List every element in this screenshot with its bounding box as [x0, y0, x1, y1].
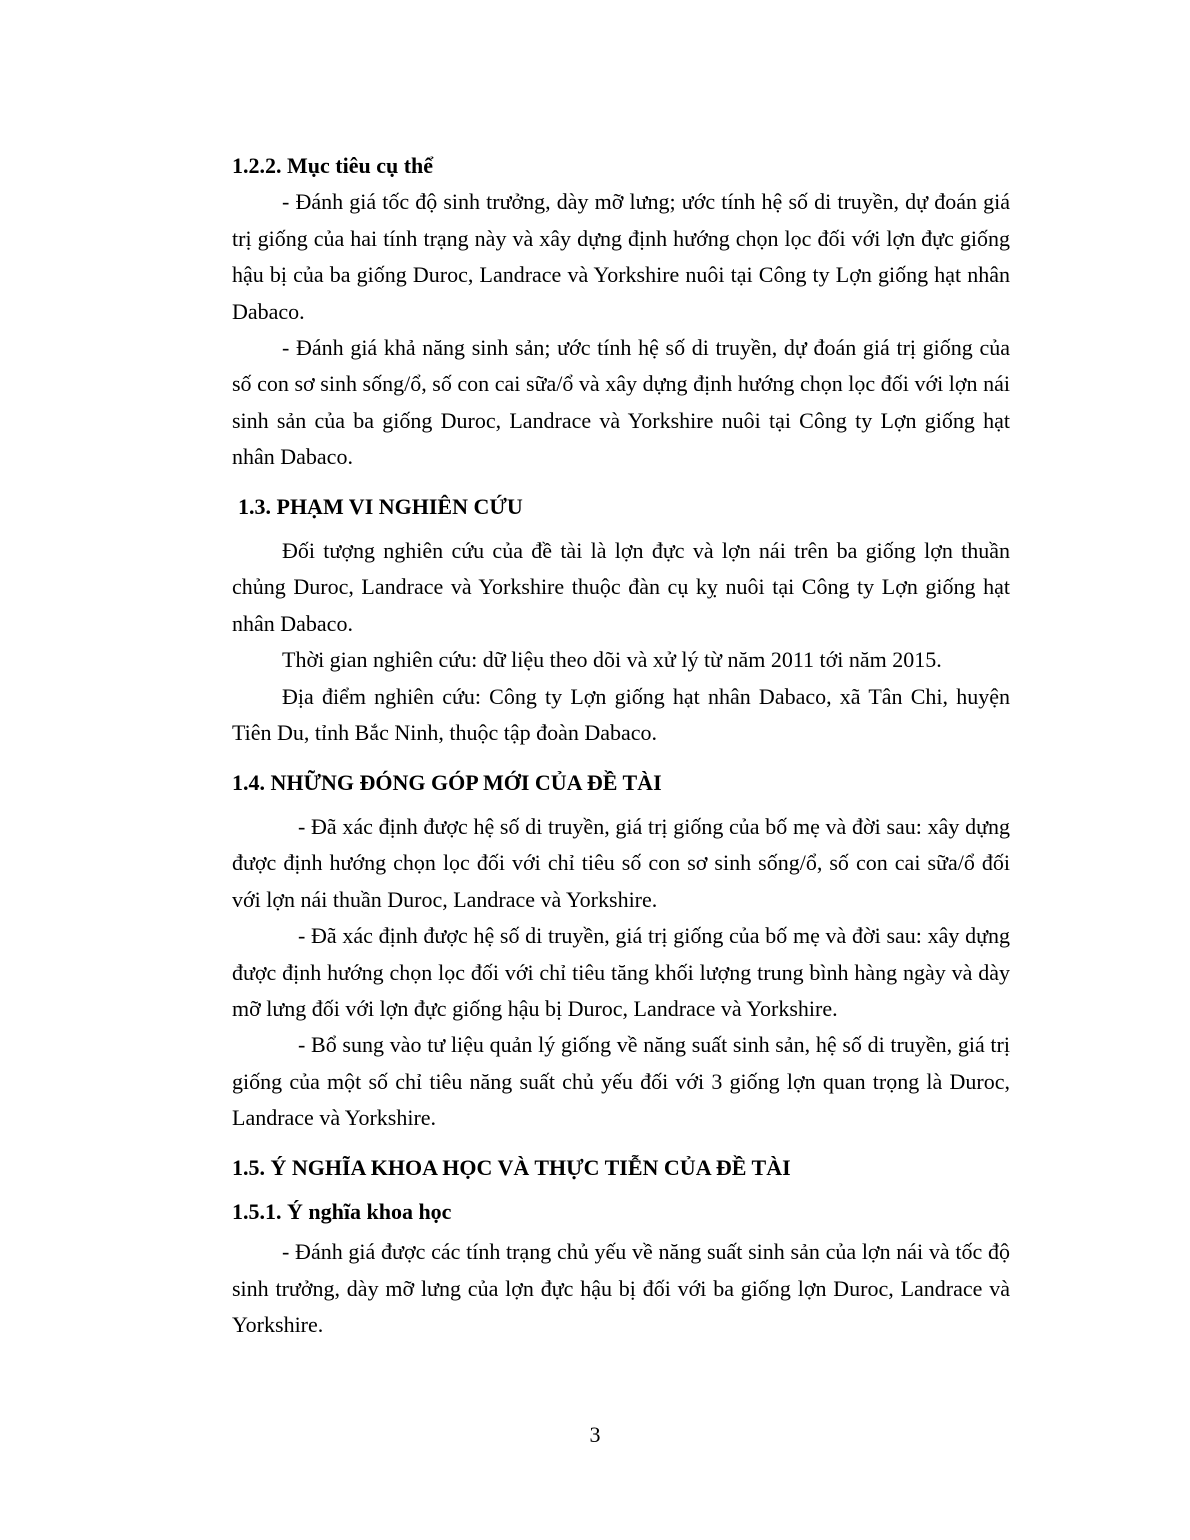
paragraph: - Bổ sung vào tư liệu quản lý giống về năng suất sinh sản, hệ số di truyền, giá trị giống của một số chỉ tiêu năng suất chủ yếu đối với 3 giống lợn quan trọng là Duroc, Landrace và Yorkshire. [232, 1032, 1010, 1131]
paragraph: - Đánh giá khả năng sinh sản; ước tính hệ số di truyền, dự đoán giá trị giống của số con sơ sinh sống/ổ, số con cai sữa/ổ và xây dựng định hướng chọn lọc đối với lợn nái sinh sản của ba giống Duroc, Landrace và Yorkshire nuôi tại Công ty Lợn giống hạt nhân Dabaco. [232, 335, 1010, 470]
paragraph: Đối tượng nghiên cứu của đề tài là lợn đực và lợn nái trên ba giống lợn thuần chủng Duroc, Landrace và Yorkshire thuộc đàn cụ kỵ nuôi tại Công ty Lợn giống hạt nhân Dabaco. [232, 538, 1010, 636]
paragraph: Thời gian nghiên cứu: dữ liệu theo dõi và xử lý từ năm 2011 tới năm 2015. [282, 647, 942, 673]
page-number: 3 [589, 1422, 601, 1447]
paragraph: - Đánh giá được các tính trạng chủ yếu về năng suất sinh sản của lợn nái và tốc độ sinh trưởng, dày mỡ lưng của lợn đực hậu bị đối với ba giống lợn Duroc, Landrace và Yorkshire. [232, 1239, 1010, 1338]
section-heading-1-5: 1.5. Ý NGHĨA KHOA HỌC VÀ THỰC TIỄN CỦA ĐỀ TÀI [232, 1154, 791, 1180]
section-heading-1-5-1: 1.5.1. Ý nghĩa khoa học [232, 1198, 452, 1224]
paragraph: Địa điểm nghiên cứu: Công ty Lợn giống hạt nhân Dabaco, xã Tân Chi, huyện Tiên Du, tỉnh Bắc Ninh, thuộc tập đoàn Dabaco. [232, 683, 1010, 746]
section-heading-1-4: 1.4. NHỮNG ĐÓNG GÓP MỚI CỦA ĐỀ TÀI [232, 769, 662, 795]
document-page [232, 148, 1010, 1344]
paragraph: - Đánh giá tốc độ sinh trưởng, dày mỡ lưng; ước tính hệ số di truyền, dự đoán giá trị giống của hai tính trạng này và xây dựng định hướng chọn lọc đối với lợn đực giống hậu bị của ba giống Duroc, Landrace và Yorkshire nuôi tại Công ty Lợn giống hạt nhân Dabaco. [232, 189, 1010, 324]
paragraph: - Đã xác định được hệ số di truyền, giá trị giống của bố mẹ và đời sau: xây dựng được định hướng chọn lọc đối với chỉ tiêu số con sơ sinh sống/ổ, số con cai sữa/ổ đối với lợn nái thuần Duroc, Landrace và Yorkshire. [232, 813, 1010, 912]
section-heading-1-2-2: 1.2.2. Mục tiêu cụ thể [232, 153, 434, 178]
paragraph: - Đã xác định được hệ số di truyền, giá trị giống của bố mẹ và đời sau: xây dựng được định hướng chọn lọc đối với chỉ tiêu tăng khối lượng trung bình hàng ngày và dày mỡ lưng đối với lợn đực giống hậu bị Duroc, Landrace và Yorkshire. [232, 923, 1010, 1021]
section-heading-1-3: 1.3. PHẠM VI NGHIÊN CỨU [238, 493, 523, 519]
